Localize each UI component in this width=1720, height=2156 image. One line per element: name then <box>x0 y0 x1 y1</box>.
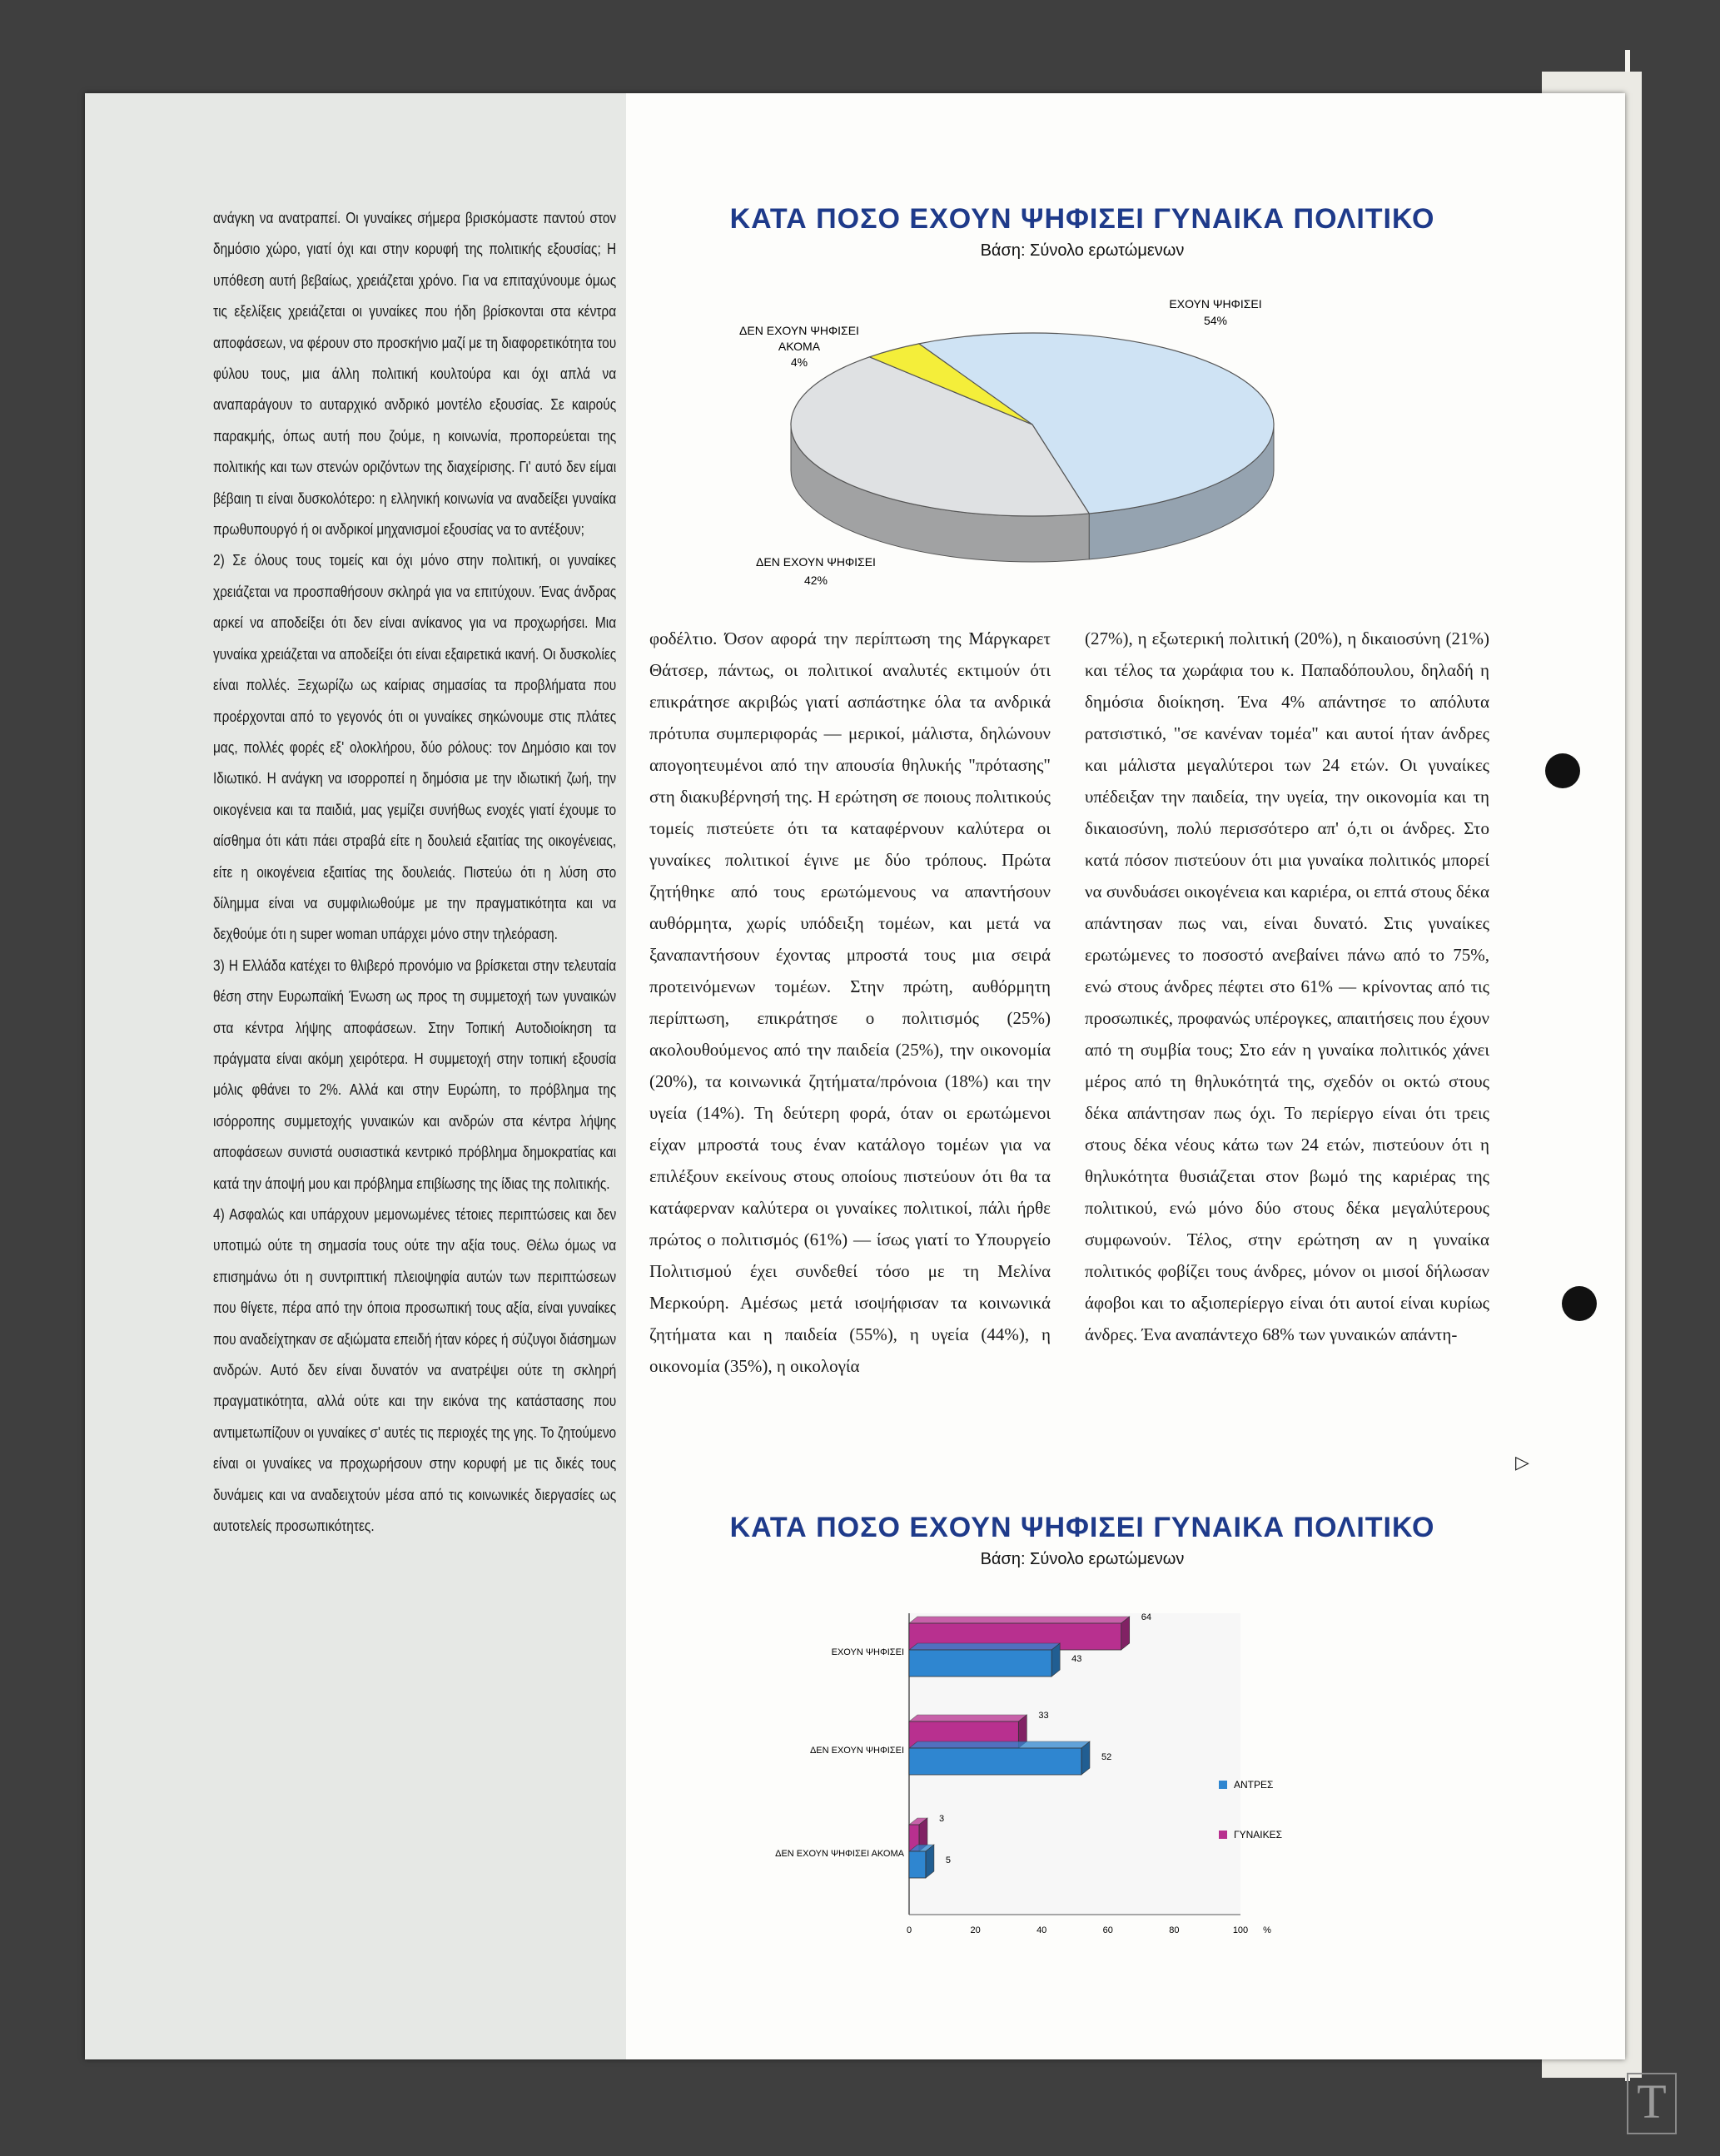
pie-chart <box>699 283 1365 599</box>
bar-tick-2: 40 <box>1036 1925 1047 1935</box>
bar-value-2-0: 3 <box>938 1814 945 1824</box>
bar-value-0-1: 43 <box>1071 1654 1082 1664</box>
bar-tick-4: 80 <box>1169 1925 1180 1935</box>
bar-x-unit: % <box>1263 1925 1271 1935</box>
bar-value-1-0: 33 <box>1038 1711 1049 1721</box>
punch-hole-bottom <box>1562 1286 1597 1321</box>
legend-swatch-0 <box>1219 1831 1227 1839</box>
middle-paragraph: φοδέλτιο. Όσον αφορά την περίπτωση της Μάργκαρετ Θάτσερ, πάντως, οι πολιτικοί αναλυτές εκτιμούν ότι επικράτησε ακριβώς γιατί ασπάστηκε όλα τα ανδρικά πρότυπα συμπεριφοράς — μερικοί, μάλιστα, δηλώνουν απογοητευμένοι από την απουσία θηλυκής "πρότασης" στη διακυβέρνησή της. Η ερώτηση σε ποιους πολιτικούς τομείς πιστεύετε ότι τα καταφέρνουν καλύτερα οι γυναίκες πολιτικοί έγινε με δύο τρόπους. Πρώτα ζητήθηκε από τους ερωτώμενους να απαντήσουν αυθόρμητα, χωρίς υπόδειξη τομέων, και μετά να ξαναπαντήσουν έχοντας μπροστά τους μια σειρά προτεινόμενων τομέων. Στην πρώτη, αυθόρμητη περίπτωση, επικράτησε ο πολιτισμός (25%) ακολουθούμενος από την παιδεία (25%), την οικονομία (20%), τα κοινωνικά ζητήματα/πρόνοια (18%) και την υγεία (14%). Τη δεύτερη φορά, όταν οι ερωτώμενοι είχαν μπροστά τους έναν κατάλογο τομέων για να επιλέξουν εκείνους στους οποίους πιστεύουν ότι θα τα κατάφερναν καλύτερα οι γυναίκες πολιτικοί, πάλι ήρθε πρώτος ο πολιτισμός (61%) — ίσως γιατί το Υπουργείο Πολιτισμού έχει συνδεθεί τόσο με τη Μελίνα Μερκούρη. Αμέσως μετά ισοψήφισαν τα κοινωνικά ζητήματα και η παιδεία (55%), η υγεία (44%), η οικονομία (35%), η οικολογία <box>649 628 1051 1376</box>
pie-value-voted: 54% <box>1203 314 1228 327</box>
pie-label-not-yet-line2: ΑΚΟΜΑ <box>778 340 821 353</box>
bar-top-1-1 <box>909 1741 1090 1748</box>
left-paragraph-4: 4) Ασφαλώς και υπάρχουν μεμονωμένες τέτοιες περιπτώσεις και δεν υποτιμώ ούτε τη σημασία τους ούτε την αξία τους. Θέλω όμως να επισημάνω ότι η συντριπτική πλειοψηφία αυτών των περιπτώσεων που θίγετε, πέρα από την όποια προσωπική τους αξία, είναι γυναίκες που αναδείχτηκαν σε αξιώματα επειδή ήταν κόρες ή σύζυγοι διάσημων ανδρών. Αυτό δεν είναι δυνατόν να ανατρέψει ούτε τη σκληρή πραγματικότητα, αλλά ούτε και την εικόνα της κατάστασης που αντιμετωπίζουν οι γυναίκες σ' αυτές τις περιοχές της γης. Το ζητούμενο είναι οι γυναίκες να προχωρήσουν στην κορυφή με τις δικές τους δυνάμεις και να αναδειχτούν μέσα από τις κοινωνικές διεργασίες ως αυτοτελείς προσωπικότητες. <box>213 1206 617 1535</box>
punch-hole-top <box>1545 753 1580 788</box>
right-paragraph: (27%), η εξωτερική πολιτική (20%), η δικαιοσύνη (21%) και τέλος τα χωράφια του κ. Παπαδόπουλου, δηλαδή η δημόσια διοίκηση. Ένα 4% απάντησε το απόλυτα ρατσιστικό, "σε κανέναν τομέα" και αυτοί ήταν άνδρες και μάλιστα μεγαλύτεροι των 24 ετών. Οι γυναίκες υπέδειξαν την παιδεία, την υγεία, την οικονομία και τη δικαιοσύνη, πολύ περισσότερο απ' ό,τι οι άνδρες. Στο κατά πόσον πιστεύουν ότι μια γυναίκα πολιτικός μπορεί να συνδυάσει οικογένεια και καριέρα, οι επτά στους δέκα απάντησαν πως ναι, είναι δυνατό. Στις γυναίκες ερωτώμενες το ποσοστό ανεβαίνει πάνω από το 75%, ενώ στους άνδρες πέφτει στο 61% — κρίνοντας από τις προσωπικές, προφανώς υπέρογκες, απαιτήσεις που έχουν από τη συμβία τους; Στο εάν η γυναίκα πολιτικός χάνει μέρος από τη θηλυκότητά της, σχεδόν οι οκτώ στους δέκα απάντησαν πως όχι. Το περίεργο είναι ότι τρεις στους δέκα νέους κάτω των 24 ετών, πιστεύουν ότι η θηλυκότητα θυσιάζεται στον βωμό της καριέρας της πολιτικού, ενώ μόνο δύο στους δέκα μεγαλύτερους συμφωνούν. Τέλος, στην ερώτηση αν η γυναίκα πολιτικός φοβίζει τους άνδρες, μόνον οι μισοί δήλωσαν άφοβοι και το αξιοπερίεργο είναι ότι αυτοί είναι κυρίως άνδρες. Ένα αναπάντεχο 68% των γυναικών απάντη- <box>1085 628 1489 1344</box>
library-logo: T <box>1627 2073 1677 2134</box>
pie-label-not-yet-line1: ΔΕΝ ΕΧΟΥΝ ΨΗΦΙΣΕΙ <box>739 324 859 337</box>
legend-swatch-1 <box>1219 1781 1227 1789</box>
left-text-column <box>213 203 616 1542</box>
bar-tick-0: 0 <box>906 1925 912 1935</box>
left-paragraph-2: 2) Σε όλους τους τομείς και όχι μόνο στην πολιτική, οι γυναίκες χρειάζεται να προσπαθήσουν σκληρά για να επιτύχουν. Ένας άνδρας αρκεί να αποδείξει ότι δεν είναι ανίκανος για να προχωρήσει. Μια γυναίκα χρειάζεται να αποδείξει ότι είναι εξαιρετικά ικανή. Οι δυσκολίες είναι πολλές. Ξεχωρίζω ως καίριας σημασίας τα προβλήματα που προέρχονται από το γεγονός ότι οι γυναίκες σηκώνουμε στις πλάτες μας, πολλές φορές εξ' ολοκλήρου, δύο ρόλους: τον Δημόσιο και τον Ιδιωτικό. Η ανάγκη να ισορροπεί η δημόσια με την ιδιωτική ζωή, την οικογένεια και τα παιδιά, μας γεμίζει συνήθως ενοχές γιατί έχουμε το αίσθημα ότι κάτι πάει στραβά είτε η δουλειά εξαιτίας της οικογένειας, είτε η οικογένεια εξαιτίας της δουλειάς. Πιστεύω ότι η λύση στο δίλημμα είναι να συμφιλιωθούμε με την πραγματικότητα και να δεχθούμε ότι η super woman υπάρχει μόνο στην τηλεόραση. <box>213 552 617 943</box>
bar-chart-title: ΚΑΤΑ ΠΟΣΟ ΕΧΟΥΝ ΨΗΦΙΣΕΙ ΓΥΝΑΙΚΑ ΠΟΛΙΤΙΚΟ <box>729 1512 1435 1543</box>
bar-category-0: ΕΧΟΥΝ ΨΗΦΙΣΕΙ <box>831 1647 904 1657</box>
bar-value-0-0: 64 <box>1141 1612 1151 1622</box>
bar-category-labels <box>775 1647 905 1859</box>
pie-label-not-voted: ΔΕΝ ΕΧΟΥΝ ΨΗΦΙΣΕΙ <box>756 555 876 569</box>
legend-label-0: ΓΥΝΑΙΚΕΣ <box>1234 1829 1283 1841</box>
bar-tick-5: 100 <box>1232 1925 1249 1935</box>
bar-tick-labels <box>907 1925 1271 1935</box>
bar-category-1: ΔΕΝ ΕΧΟΥΝ ΨΗΦΙΣΕΙ <box>809 1746 904 1756</box>
bar-category-2: ΔΕΝ ΕΧΟΥΝ ΨΗΦΙΣΕΙ ΑΚΟΜΑ <box>775 1849 904 1859</box>
bar-chart <box>716 1598 1399 1948</box>
bar-value-2-1: 5 <box>945 1855 952 1865</box>
pie-label-voted: ΕΧΟΥΝ ΨΗΦΙΣΕΙ <box>1169 297 1262 310</box>
bar-tick-1: 20 <box>970 1925 981 1935</box>
pie-top <box>791 333 1274 516</box>
right-text-column <box>1085 623 1489 1350</box>
bar-2-1 <box>909 1851 926 1878</box>
bar-value-1-1: 52 <box>1101 1752 1112 1762</box>
pie-chart-subtitle: Βάση: Σύνολο ερωτώμενων <box>980 241 1185 260</box>
bar-top-1-0 <box>909 1715 1027 1721</box>
bar-chart-subtitle: Βάση: Σύνολο ερωτώμενων <box>980 1550 1185 1568</box>
middle-text-column <box>649 623 1051 1382</box>
pie-value-not-yet: 4% <box>790 355 808 369</box>
bar-1-1 <box>909 1748 1081 1775</box>
bar-top-0-0 <box>909 1617 1130 1623</box>
continuation-arrow: ▷ <box>1515 1452 1529 1473</box>
bar-top-0-1 <box>909 1643 1060 1650</box>
pie-chart-title: ΚΑΤΑ ΠΟΣΟ ΕΧΟΥΝ ΨΗΦΙΣΕΙ ΓΥΝΑΙΚΑ ΠΟΛΙΤΙΚΟ <box>729 203 1435 235</box>
pie-value-not-voted: 42% <box>803 574 828 587</box>
legend-label-1: ΑΝΤΡΕΣ <box>1234 1779 1274 1791</box>
pie-label-not-yet <box>739 324 859 353</box>
bar-0-1 <box>909 1650 1051 1677</box>
bar-tick-3: 60 <box>1102 1925 1113 1935</box>
left-paragraph-1: ανάγκη να ανατραπεί. Οι γυναίκες σήμερα βρισκόμαστε παντού στον δημόσιο χώρο, γιατί όχι και στην κορυφή της πολιτικής εξουσίας; Η υπόθεση αυτή βεβαίως, χρειάζεται χρόνο. Για να επιταχύνουμε όμως τις εξελίξεις χρειάζεται οι γυναίκες που ήδη βρίσκονται στα κέντρα αποφάσεων, να φέρουν στο προσκήνιο μαζί με τη διαφορετικότητα του φύλου τους, μια άλλη πολιτική κουλτούρα και όχι απλά να αναπαράγουν το αυταρχικό ανδρικό μοντέλο εξουσίας. Σε καιρούς παρακμής, όπως αυτή που ζούμε, η κοινωνία, προπορεύεται της πολιτικής και των στενών οριζόντων της διαχείρισης. Γι' αυτό δεν είμαι βέβαιη τι είναι δυσκολότερο: η ελληνική κοινωνία να αναδείξει γυναίκα πρωθυπουργό ή οι ανδρικοί μηχανισμοί εξουσίας να το αντέξουν; <box>213 210 617 539</box>
left-paragraph-3: 3) Η Ελλάδα κατέχει το θλιβερό προνόμιο να βρίσκεται στην τελευταία θέση στην Ευρωπαϊκή Ένωση ως προς τη συμμετοχή των γυναικών στα κέντρα λήψης αποφάσεων. Στην Τοπική Αυτοδιοίκηση τα πράγματα είναι ακόμη χειρότερα. Η συμμετοχή στην τοπική εξουσία μόλις φθάνει το 2%. Αλλά και στην Ευρώπη, το πρόβλημα της ισόρροπης συμμετοχής γυναικών και ανδρών στα κέντρα λήψης αποφάσεων συνιστά ουσιαστικά κεντρικό πρόβλημα δημοκρατίας και κατά την άποψή μου και πρόβλημα επιβίωσης της ίδιας της πολιτικής. <box>213 956 617 1192</box>
